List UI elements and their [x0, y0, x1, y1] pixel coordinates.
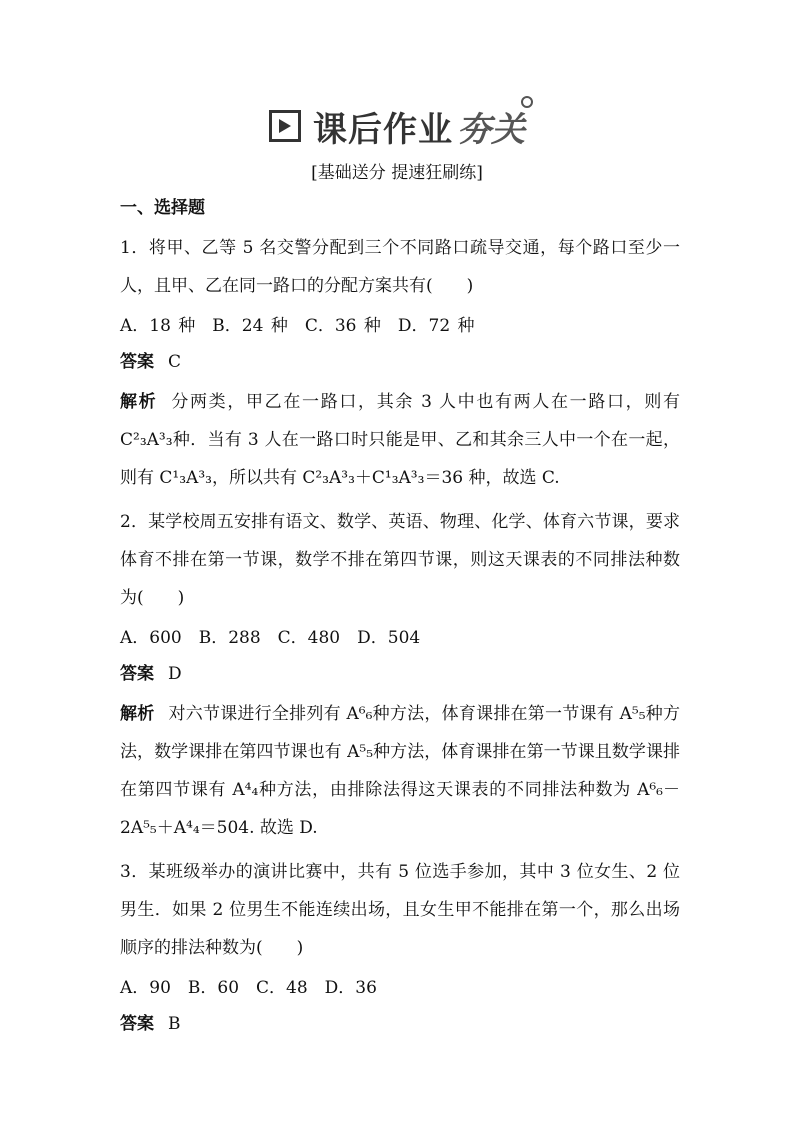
question-1-answer	[120, 347, 680, 377]
question-1: 1．将甲、乙等 5 名交警分配到三个不同路口疏导交通，每个路口至少一人，且甲、乙在同一路口的分配方案共有( )	[120, 238, 680, 296]
question-2: 2．某学校周五安排有语文、数学、英语、物理、化学、体育六节课，要求体育不排在第一节课，数学不排在第四节课，则这天课表的不同排法种数为( )	[120, 512, 680, 608]
document-body	[120, 193, 680, 1045]
question-3-options: A．90 B．60 C．48 D．36	[120, 978, 377, 998]
logo-mark-icon	[521, 96, 533, 108]
analysis-text: 对六节课进行全排列有 A⁶₆种方法，体育课排在第一节课有 A⁵₅种方法，数学课排在第四节课也有 A⁵₅种方法，体育课排在第一节课且数学课排在第四节课有 A⁴₄种方法，由排除法得这天课表的不同排法种数为 A⁶₆－2A⁵₅＋A⁴₄＝504. 故选 D.	[120, 704, 681, 838]
page-subtitle: [基础送分 提速狂刷练]	[311, 163, 483, 183]
analysis-label: 解析	[120, 392, 158, 412]
question-2-options: A．600 B．288 C．480 D．504	[120, 628, 421, 648]
play-icon	[269, 110, 301, 142]
answer-value: B	[168, 1014, 181, 1034]
answer-value: D	[168, 664, 182, 684]
page-header	[0, 100, 794, 152]
answer-value: C	[168, 352, 182, 372]
answer-label: 答案	[120, 1014, 154, 1034]
question-2-analysis	[120, 695, 680, 847]
question-1-analysis	[120, 383, 680, 497]
answer-label: 答案	[120, 664, 154, 684]
analysis-text: 分两类，甲乙在一路口，其余 3 人中也有两人在一路口，则有 C²₃A³₃种．当有 3 人在一路口时只能是甲、乙和其余三人中一个在一起，则有 C¹₃A³₃，所以共有 C²₃A³₃＋C¹₃A³₃＝36 种，故选 C.	[120, 392, 681, 488]
logo-text: 夯关	[457, 109, 525, 150]
analysis-label: 解析	[120, 704, 155, 724]
question-1-options: A．18 种 B．24 种 C．36 种 D．72 种	[120, 316, 475, 336]
section-title: 一、选择题	[120, 198, 205, 218]
question-3-answer	[120, 1009, 680, 1039]
brand-logo	[457, 102, 525, 151]
question-2-answer	[120, 659, 680, 689]
answer-label: 答案	[120, 352, 154, 372]
header-title: 课后作业	[313, 109, 453, 150]
question-3: 3．某班级举办的演讲比赛中，共有 5 位选手参加，其中 3 位女生、2 位男生．如果 2 位男生不能连续出场，且女生甲不能排在第一个，那么出场顺序的排法种数为( )	[120, 862, 680, 958]
